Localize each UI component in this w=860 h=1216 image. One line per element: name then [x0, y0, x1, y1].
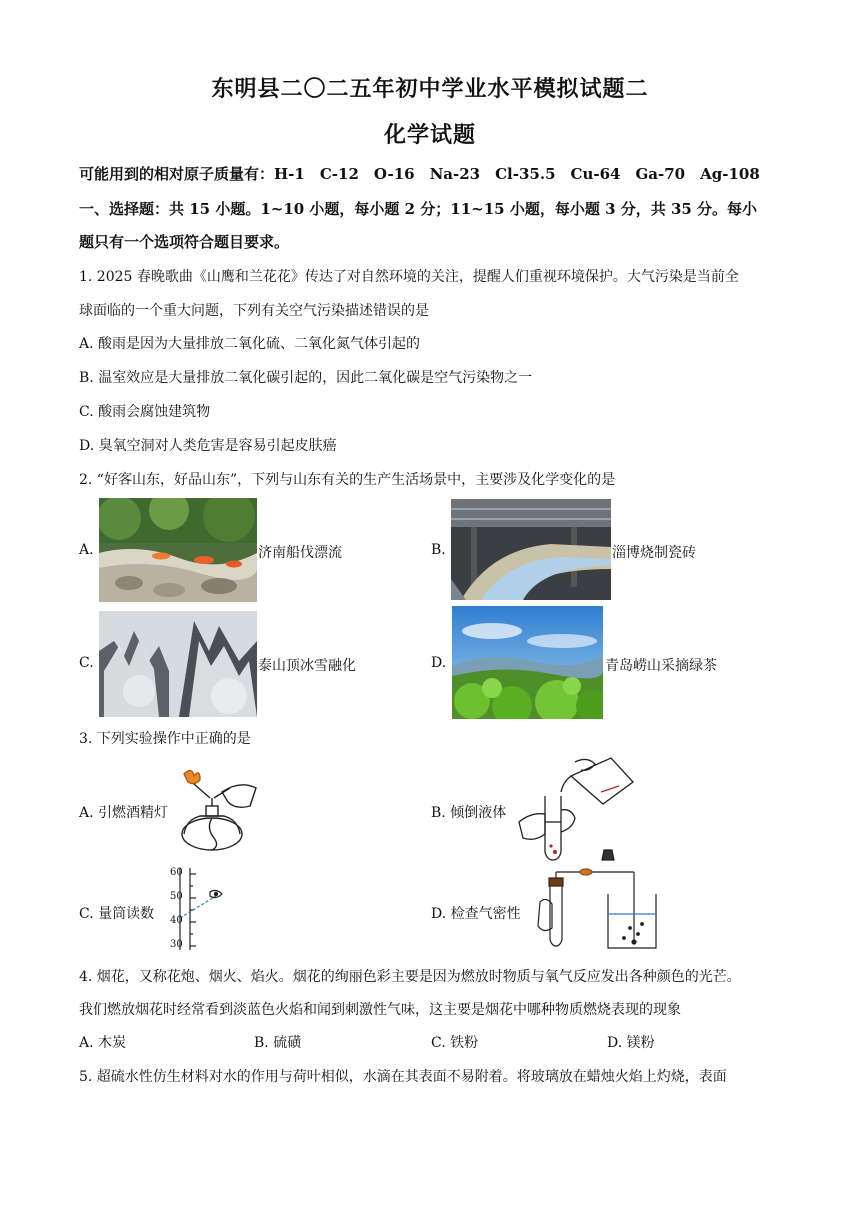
q2-option-c-letter: C.	[79, 655, 94, 671]
cylinder-tick-40: 40	[170, 915, 183, 926]
q2-stem: 2. “好客山东，好品山东”，下列与山东有关的生产生活场景中，主要涉及化学变化的是	[79, 472, 616, 488]
cylinder-tick-30: 30	[170, 939, 183, 950]
q5-stem-line1: 5. 超硫水性仿生材料对水的作用与荷叶相似，水滴在其表面不易附着。将玻璃放在蜡烛火焰上灼烧，表面	[79, 1069, 727, 1085]
snowy-mountain-photo	[99, 611, 257, 717]
q2-option-b-letter: B.	[431, 542, 446, 558]
q4-option-c: C. 铁粉	[431, 1035, 479, 1051]
q2-option-c-text: 泰山顶冰雪融化	[258, 658, 356, 674]
q1-option-b: B. 温室效应是大量排放二氧化碳引起的，因此二氧化碳是空气污染物之一	[79, 370, 533, 386]
atomic-masses: 可能用到的相对原子质量有：H-1 C-12 O-16 Na-23 Cl-35.5 Cu-64 Ga-70 Ag-108	[79, 165, 760, 183]
section1-instructions-line2: 题只有一个选项符合题目要求。	[79, 233, 290, 251]
rafting-photo	[99, 498, 257, 602]
q3-option-b: B. 倾倒液体	[431, 805, 507, 821]
exam-subtitle: 化学试题	[383, 122, 476, 148]
q3-option-c: C. 量筒读数	[79, 906, 155, 922]
q2-option-d-text: 青岛崂山采摘绿茶	[605, 658, 717, 674]
tea-garden-photo	[452, 606, 603, 719]
q2-option-a-letter: A.	[79, 542, 94, 558]
q4-option-b: B. 硫磺	[254, 1035, 302, 1051]
q3-option-d: D. 检查气密性	[431, 906, 521, 922]
q4-option-d: D. 镁粉	[607, 1035, 655, 1051]
q4-option-a: A. 木炭	[79, 1035, 127, 1051]
q2-option-b-text: 淄博烧制瓷砖	[612, 545, 696, 561]
q1-option-a: A. 酸雨是因为大量排放二氧化硫、二氧化氮气体引起的	[79, 336, 421, 352]
cylinder-tick-50: 50	[170, 891, 183, 902]
q4-stem-line1: 4. 烟花，又称花炮、烟火、焰火。烟花的绚丽色彩主要是因为燃放时物质与氧气反应发出各种颜色的光芒。	[79, 969, 741, 985]
section1-instructions-line1: 一、选择题：共 15 小题。1~10 小题，每小题 2 分；11~15 小题，每小题 3 分，共 35 分。每小	[79, 200, 758, 218]
q1-stem-line2: 球面临的一个重大问题，下列有关空气污染描述错误的是	[79, 303, 429, 319]
cylinder-tick-60: 60	[170, 867, 183, 878]
q1-option-d: D. 臭氧空洞对人类危害是容易引起皮肤癌	[79, 438, 337, 454]
q2-option-d-letter: D.	[431, 655, 447, 671]
tile-factory-photo	[451, 499, 611, 600]
q3-stem: 3. 下列实验操作中正确的是	[79, 731, 251, 747]
q4-stem-line2: 我们燃放烟花时经常看到淡蓝色火焰和闻到刺激性气味，这主要是烟花中哪种物质燃烧表现的现象	[79, 1002, 681, 1018]
q2-option-a-text: 济南船伐漂流	[258, 545, 342, 561]
alcohol-lamp-drawing	[170, 762, 262, 854]
exam-title: 东明县二〇二五年初中学业水平模拟试题二	[211, 76, 649, 102]
airtightness-test-drawing	[530, 844, 660, 952]
q1-option-c: C. 酸雨会腐蚀建筑物	[79, 404, 211, 420]
q1-stem-line1: 1. 2025 春晚歌曲《山鹰和兰花花》传达了对自然环境的关注，提醒人们重视环境保护。大气污染是当前全	[79, 269, 739, 285]
q3-option-a: A. 引燃酒精灯	[79, 805, 169, 821]
